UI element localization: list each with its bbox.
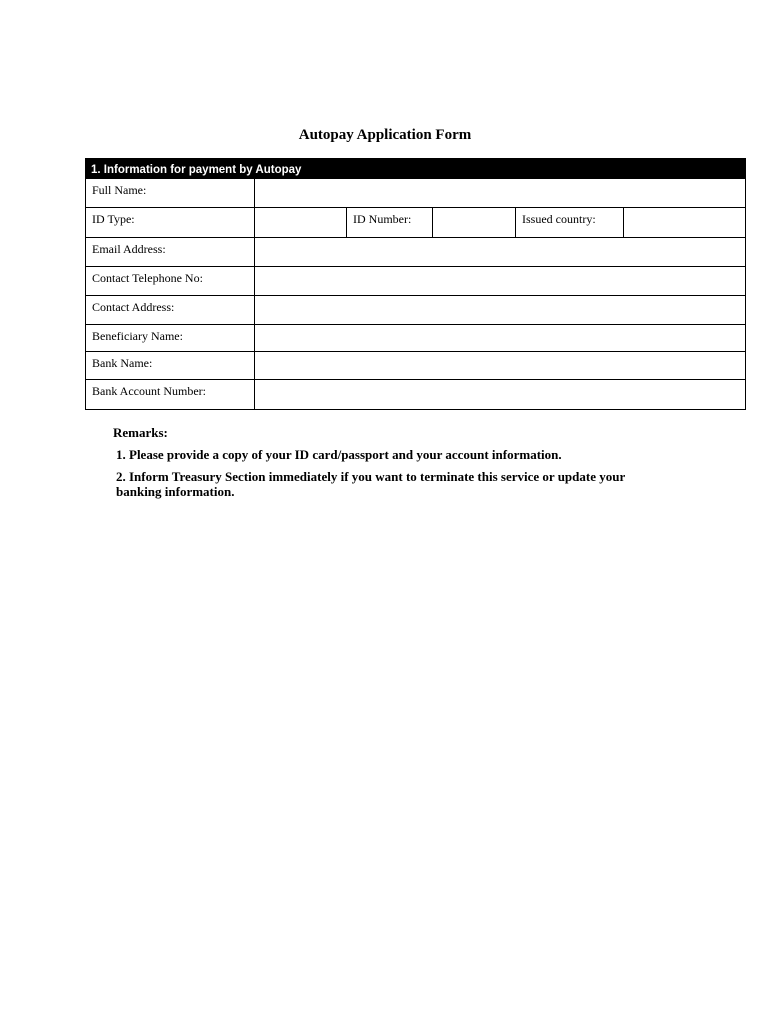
address-label: Contact Address: <box>86 296 255 325</box>
bank-name-field[interactable] <box>255 352 746 380</box>
remark-item: 1. Please provide a copy of your ID card/passport and your account information. <box>116 447 562 462</box>
id-row <box>86 208 746 238</box>
bank-account-label: Bank Account Number: <box>86 380 255 410</box>
beneficiary-field[interactable] <box>255 325 746 352</box>
section-header <box>86 159 746 179</box>
remarks-section <box>113 425 673 506</box>
bank-name-label: Bank Name: <box>86 352 255 380</box>
bank-name-row <box>86 352 746 380</box>
email-label: Email Address: <box>86 238 255 267</box>
bank-account-row <box>86 380 746 410</box>
remarks-heading: Remarks: <box>113 425 168 440</box>
email-field[interactable] <box>255 238 746 267</box>
id-type-field[interactable] <box>255 208 347 238</box>
issued-country-field[interactable] <box>624 208 746 238</box>
telephone-row <box>86 267 746 296</box>
id-number-field[interactable] <box>433 208 516 238</box>
id-type-label: ID Type: <box>86 208 255 238</box>
id-number-label: ID Number: <box>347 208 433 238</box>
remark-item: 2. Inform Treasury Section immediately if you want to terminate this service or update your banking information. <box>116 469 625 499</box>
bank-account-field[interactable] <box>255 380 746 410</box>
beneficiary-label: Beneficiary Name: <box>86 325 255 352</box>
autopay-form-table <box>85 158 746 410</box>
beneficiary-row <box>86 325 746 352</box>
form-title: Autopay Application Form <box>298 127 472 143</box>
address-row <box>86 296 746 325</box>
section-title: 1. Information for payment by Autopay <box>86 159 746 179</box>
address-field[interactable] <box>255 296 746 325</box>
telephone-label: Contact Telephone No: <box>86 267 255 296</box>
telephone-field[interactable] <box>255 267 746 296</box>
full-name-label: Full Name: <box>86 179 255 208</box>
full-name-field[interactable] <box>255 179 746 208</box>
issued-country-label: Issued country: <box>516 208 624 238</box>
email-row <box>86 238 746 267</box>
full-name-row <box>86 179 746 208</box>
